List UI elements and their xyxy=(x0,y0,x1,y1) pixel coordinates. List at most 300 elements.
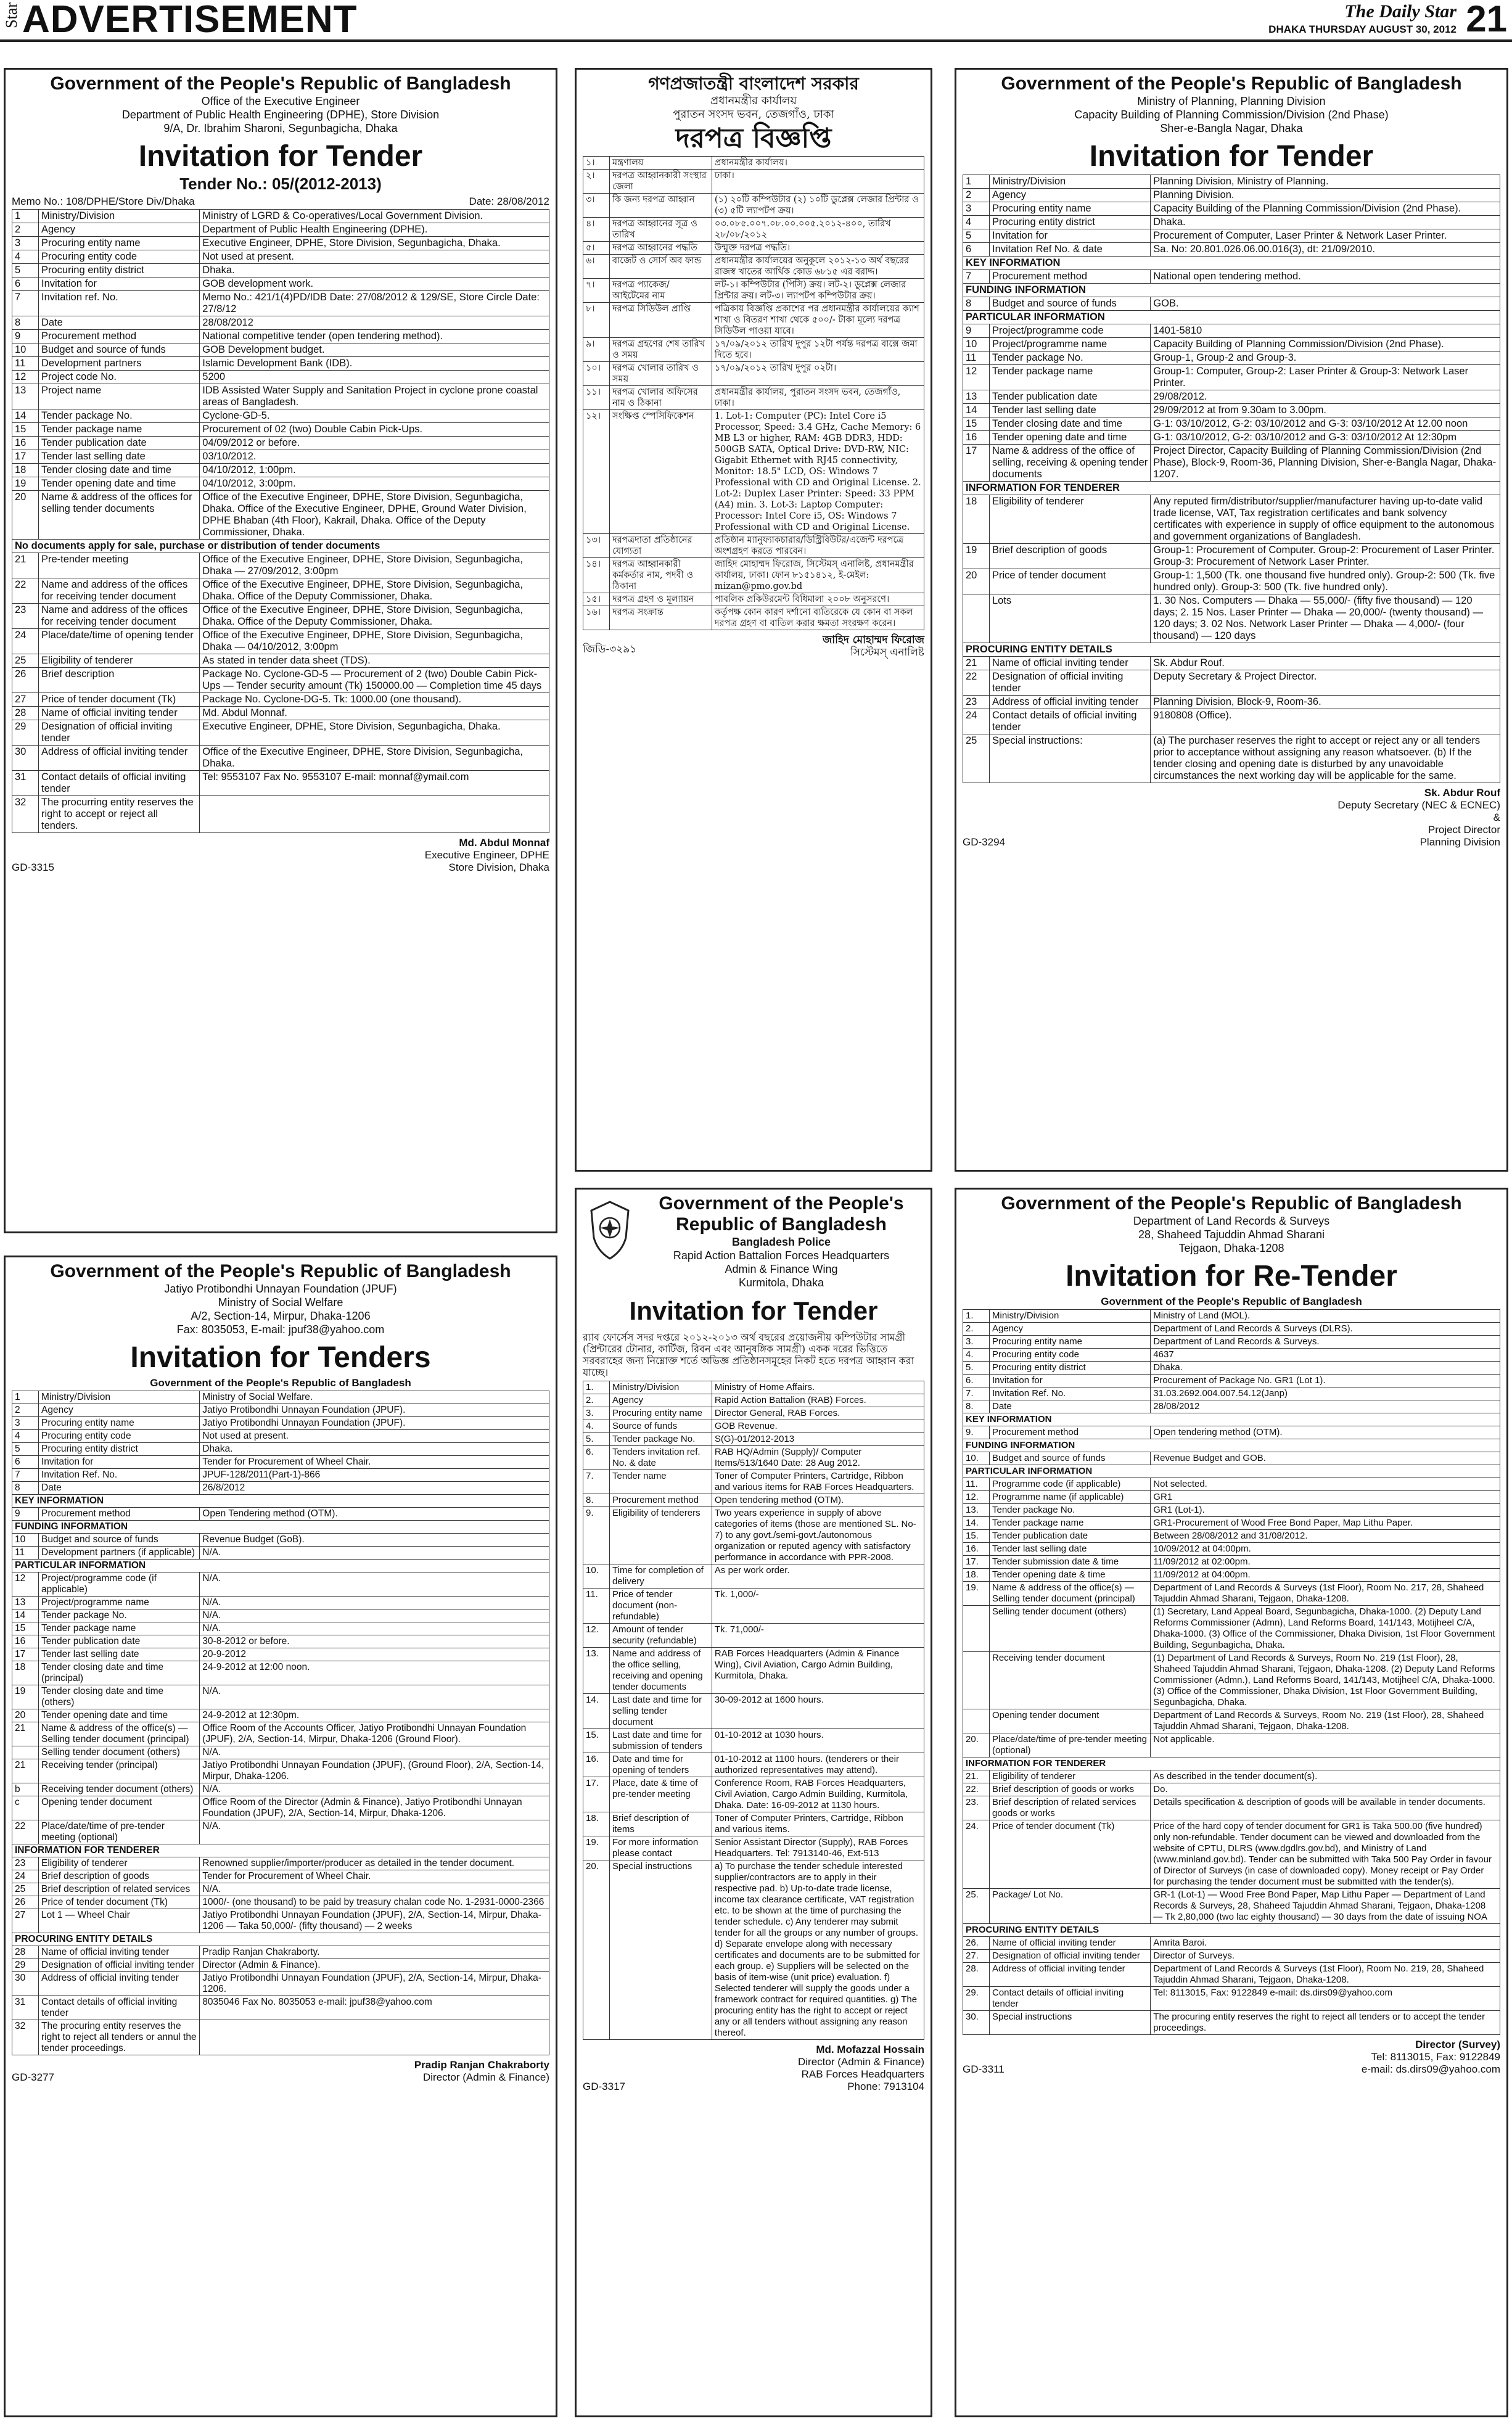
row-label: দরপত্র প্যাকেজ/ আইটেমের নাম xyxy=(610,279,712,303)
office-line: Ministry of Planning, Planning Division xyxy=(1137,95,1326,107)
row-label: Last date and time for selling tender document xyxy=(610,1694,712,1729)
table-row xyxy=(583,386,924,410)
row-label: Procuring entity name xyxy=(39,1417,200,1430)
tender-ad-jpuf xyxy=(4,1256,557,2417)
table-row xyxy=(12,654,549,668)
row-number: 24. xyxy=(963,1820,990,1889)
row-number: ৮। xyxy=(583,303,610,338)
table-row xyxy=(963,1336,1500,1349)
row-value: Jatiyo Protibondhi Unnayan Foundation (JPUF). xyxy=(200,1404,549,1417)
row-label: Designation of official inviting tender xyxy=(39,720,200,746)
table-row xyxy=(12,604,549,629)
table-row xyxy=(12,491,549,540)
row-number: 3 xyxy=(12,1417,39,1430)
row-number: 24 xyxy=(963,709,990,734)
section-heading: PARTICULAR INFORMATION xyxy=(963,311,1500,324)
office-line: Bangladesh Police xyxy=(731,1236,831,1248)
row-label: Procuring entity district xyxy=(39,264,200,277)
signatory-line: Store Division, Dhaka xyxy=(448,861,549,873)
row-label: Lot 1 — Wheel Chair xyxy=(39,1909,200,1933)
row-label: Place, date & time of pre-tender meeting xyxy=(610,1777,712,1812)
row-number: 14 xyxy=(12,1609,39,1622)
row-number: 13. xyxy=(583,1648,610,1694)
table-row xyxy=(963,390,1500,404)
row-number: 11 xyxy=(12,1547,39,1560)
row-number: 9 xyxy=(12,330,39,343)
section-heading: FUNDING INFORMATION xyxy=(963,284,1500,297)
table-row xyxy=(12,668,549,693)
table-row xyxy=(12,384,549,409)
office-line: Ministry of Social Welfare xyxy=(218,1296,343,1309)
row-number: 18 xyxy=(12,464,39,477)
row-number: 15 xyxy=(12,423,39,437)
row-number: 27. xyxy=(963,1950,990,1963)
row-value: Not selected. xyxy=(1151,1478,1500,1491)
table-row xyxy=(12,1661,549,1685)
row-number: 19 xyxy=(12,477,39,491)
row-label: Name & address of the office of selling, receiving & opening tender documents xyxy=(990,445,1151,482)
table-row xyxy=(583,1507,924,1564)
row-number: c xyxy=(12,1796,39,1820)
row-value: 1000/- (one thousand) to be paid by treasury chalan code No. 1-2931-0000-2366 xyxy=(200,1896,549,1909)
row-number: 31 xyxy=(12,1996,39,2020)
row-label: Tender closing date and time xyxy=(39,464,200,477)
row-value: Any reputed firm/distributor/supplier/manufacturer having up-to-date valid trade license, VAT, Tax registration certificates and bank solvency certificates with experience in supply of office equipment to the autonomous and government organizations of Bangladesh. xyxy=(1151,495,1500,544)
table-row xyxy=(12,1759,549,1783)
table-row xyxy=(583,279,924,303)
table-row xyxy=(583,170,924,194)
row-number: 12 xyxy=(963,365,990,390)
table-row xyxy=(963,1733,1500,1757)
row-number: 21 xyxy=(12,1722,39,1746)
row-value: GR-1 (Lot-1) — Wood Free Bond Paper, Map Lithu Paper — Department of Land Records & Surveys, 28, Shaheed Tajuddin Ahmad Sharani, Tejgaon, Dhaka-1208 — Tk 2,80,000 (two lac eighty thousand) — 30 days from the date of issuing NOA xyxy=(1151,1889,1500,1924)
row-label: Invitation ref. No. xyxy=(39,291,200,316)
table-row xyxy=(583,1564,924,1589)
table-row xyxy=(12,1417,549,1430)
table-row xyxy=(12,223,549,237)
table-row xyxy=(12,210,549,223)
table-row xyxy=(12,553,549,578)
ad-title: দরপত্র বিজ্ঞপ্তি xyxy=(675,123,832,154)
row-label: Tender publication date xyxy=(39,1635,200,1648)
table-row xyxy=(583,1860,924,2040)
row-number: 28 xyxy=(12,1946,39,1959)
row-label: Procurement method xyxy=(39,1508,200,1521)
table-row xyxy=(12,357,549,371)
table-row xyxy=(12,1456,549,1469)
row-number: 28. xyxy=(963,1963,990,1987)
row-label: Tender last selling date xyxy=(990,1543,1151,1556)
row-number: 10. xyxy=(583,1564,610,1589)
table-row xyxy=(963,297,1500,311)
ad-subtitle: Government of the People's Republic of Bangladesh xyxy=(1101,1296,1362,1307)
table-row xyxy=(963,1491,1500,1504)
row-value: Group-1: Computer, Group-2: Laser Printer & Group-3: Network Laser Printer. xyxy=(1151,365,1500,390)
row-number: 24 xyxy=(12,629,39,654)
table-row xyxy=(12,1796,549,1820)
issuing-government: Government of the People's Republic of Bangladesh xyxy=(1001,1193,1462,1214)
row-label: For more information please contact xyxy=(610,1836,712,1860)
row-label: Contact details of official inviting tender xyxy=(39,1996,200,2020)
ad-intro: র‌্যাব ফোর্সেস সদর দপ্তরে ২০১২-২০১৩ অর্থ বছরের প্রয়োজনীয় কম্পিউটার সামগ্রী (প্রিন্টারের টোনার, কার্টিজ, রিবন এবং আনুষঙ্গিক সামগ্রী) একক দরের ভিত্তিতে সরবরাহের জন্য নিম্নোক্ত শর্তে অভিজ্ঞ প্রতিষ্ঠানসমূহের নিকট হতে দরপত্র আহ্বান করা যাচ্ছে। xyxy=(583,1331,914,1378)
table-row xyxy=(583,1446,924,1470)
table-row xyxy=(583,606,924,630)
row-value: N/A. xyxy=(200,1547,549,1560)
table-row xyxy=(963,431,1500,445)
row-value: কর্তৃপক্ষ কোন কারণ দর্শানো ব্যতিরেকে যে কোন বা সকল দরপত্র গ্রহণ বা বাতিল করার ক্ষমতা সংরক্ষণ করেন। xyxy=(712,606,924,630)
row-value: National competitive tender (open tendering method). xyxy=(200,330,549,343)
office-line: A/2, Section-14, Mirpur, Dhaka-1206 xyxy=(191,1310,371,1322)
row-label: Last date and time for submission of tenders xyxy=(610,1729,712,1753)
table-row xyxy=(12,1946,549,1959)
table-row xyxy=(12,237,549,250)
table-row xyxy=(12,371,549,384)
row-label: Price of tender document (Tk) xyxy=(39,1896,200,1909)
table-row xyxy=(583,255,924,279)
table-row xyxy=(12,343,549,357)
row-label: Contact details of official inviting tender xyxy=(990,709,1151,734)
table-row xyxy=(12,1820,549,1844)
table-row xyxy=(12,1609,549,1622)
table-row xyxy=(12,1597,549,1609)
table-row xyxy=(12,330,549,343)
row-label: Name of official inviting tender xyxy=(39,1946,200,1959)
row-label: Contact details of official inviting tender xyxy=(990,1987,1151,2011)
table-row xyxy=(12,1857,549,1870)
table-row xyxy=(12,1430,549,1443)
row-value: Capacity Building of the Planning Commission/Division (2nd Phase). xyxy=(1151,202,1500,216)
row-value: GR1-Procurement of Wood Free Bond Paper, Map Lithu Paper. xyxy=(1151,1517,1500,1530)
table-row xyxy=(963,1478,1500,1491)
table-row xyxy=(12,771,549,796)
row-number: 6. xyxy=(583,1446,610,1470)
row-value: (1) Department of Land Records & Surveys, Room No. 219 (1st Floor), 28, Shaheed Tajuddin Ahmad Sharani, Tejgaon, Dhaka-1208. (2) Deputy Land Reforms Commissioner (Admn.), Land Reforms Board, 141/143, Motijheel C/A, Dhaka-1000. (3) Office of the Commissioner, Dhaka Division, 1st Floor Government Building, Segunbagicha, Dhaka. xyxy=(1151,1652,1500,1709)
row-number: ১০। xyxy=(583,362,610,386)
row-value: Executive Engineer, DPHE, Store Division, Segunbagicha, Dhaka. xyxy=(200,237,549,250)
table-row xyxy=(12,1572,549,1597)
row-number: 10 xyxy=(963,338,990,351)
row-number: 19. xyxy=(583,1836,610,1860)
row-label: Invitation for xyxy=(39,1456,200,1469)
ad-footer xyxy=(12,2059,549,2084)
row-value: As stated in tender data sheet (TDS). xyxy=(200,654,549,668)
row-value: 1. 30 Nos. Computers — Dhaka — 55,000/- (fifty five thousand) — 120 days; 2. 15 Nos. Laser Printer — Dhaka — 20,000/- (twenty thousand) — 120 days; 3. 02 Nos. Network Laser Printer — Dhaka — 4,000/- (four thousand) — 120 days xyxy=(1151,594,1500,643)
row-value: Group-1, Group-2 and Group-3. xyxy=(1151,351,1500,365)
row-number: 25 xyxy=(963,734,990,783)
tender-details-table xyxy=(963,1309,1500,2035)
table-row xyxy=(583,303,924,338)
row-label: Development partners (if applicable) xyxy=(39,1547,200,1560)
row-number: 15. xyxy=(583,1729,610,1753)
row-value: 04/10/2012, 1:00pm. xyxy=(200,464,549,477)
section-heading: INFORMATION FOR TENDERER xyxy=(963,1757,1500,1770)
table-row xyxy=(963,1569,1500,1582)
table-row xyxy=(963,351,1500,365)
row-number: 30. xyxy=(963,2011,990,2035)
row-value: As per work order. xyxy=(712,1564,924,1589)
row-label: Tender package No. xyxy=(610,1433,712,1446)
row-value: 24-9-2012 at 12:30pm. xyxy=(200,1709,549,1722)
row-number: ৬। xyxy=(583,255,610,279)
row-value: Department of Land Records & Surveys, Room No. 219 (1st Floor), 28, Shaheed Tajuddin Ahmad Sharani, Tejgaon, Dhaka-1208. xyxy=(1151,1709,1500,1733)
row-label: Brief description of related services xyxy=(39,1883,200,1896)
row-number: 4 xyxy=(963,216,990,229)
table-row xyxy=(12,1495,549,1508)
row-value: The procuring entity reserves the right to reject all tenders or to accept the tender proceedings. xyxy=(1151,2011,1500,2035)
row-number: 10 xyxy=(12,1534,39,1547)
row-label: Price of tender document (Tk) xyxy=(990,1820,1151,1889)
row-number: 6 xyxy=(12,1456,39,1469)
table-row xyxy=(12,1844,549,1857)
table-row xyxy=(963,594,1500,643)
table-row xyxy=(583,1433,924,1446)
row-label: Date and time for opening of tenders xyxy=(610,1753,712,1777)
signatory-name: Md. Abdul Monnaf xyxy=(459,837,549,849)
office-line: Admin & Finance Wing xyxy=(725,1263,838,1275)
row-value: GOB development work. xyxy=(200,277,549,291)
table-row xyxy=(963,311,1500,324)
row-value: ০৩.০৮৫.০০৭.০৮.০০.০০৫.২০১২-৪০০, তারিখ ২৮/০৮/২০১২ xyxy=(712,218,924,242)
row-label: Price of tender document (Tk) xyxy=(39,693,200,707)
table-row xyxy=(963,270,1500,284)
row-value: Not used at present. xyxy=(200,250,549,264)
row-label: Amount of tender security (refundable) xyxy=(610,1624,712,1648)
row-number: 19 xyxy=(963,544,990,569)
row-value: RAB Forces Headquarters (Admin & Finance Wing), Civil Aviation, Cargo Admin Building, Kurmitola, Dhaka. xyxy=(712,1648,924,1694)
section-heading: KEY INFORMATION xyxy=(12,1495,549,1508)
table-row xyxy=(963,229,1500,243)
section-heading: PROCURING ENTITY DETAILS xyxy=(12,1933,549,1946)
table-row xyxy=(583,1836,924,1860)
row-number: 27 xyxy=(12,1909,39,1933)
table-row xyxy=(963,1426,1500,1439)
signatory-line: Planning Division xyxy=(1420,836,1500,848)
table-row xyxy=(963,365,1500,390)
row-number: 22 xyxy=(12,1820,39,1844)
table-row xyxy=(12,1622,549,1635)
row-number: 16. xyxy=(583,1753,610,1777)
table-row xyxy=(12,423,549,437)
row-label: Procuring entity code xyxy=(39,250,200,264)
row-value: Cyclone-GD-5. xyxy=(200,409,549,423)
table-row xyxy=(963,1517,1500,1530)
row-value: Ministry of LGRD & Co-operatives/Local Government Division. xyxy=(200,210,549,223)
row-value: Planning Division, Block-9, Room-36. xyxy=(1151,696,1500,709)
row-number: b xyxy=(12,1783,39,1796)
table-row xyxy=(12,1883,549,1896)
section-heading: PROCURING ENTITY DETAILS xyxy=(963,1924,1500,1937)
row-number: 3 xyxy=(963,202,990,216)
row-label: Address of official inviting tender xyxy=(990,1963,1151,1987)
table-row xyxy=(12,1909,549,1933)
row-value: Memo No.: 421/1(4)PD/IDB Date: 27/08/2012 & 129/SE, Store Circle Date: 27/8/12 xyxy=(200,291,549,316)
issuing-government: Government of the People's Republic of Bangladesh xyxy=(50,73,511,94)
row-label: Designation of official inviting tender xyxy=(39,1959,200,1972)
ad-title: Invitation for Tenders xyxy=(130,1341,431,1374)
signature-block xyxy=(414,2059,549,2084)
ad-header xyxy=(963,1193,1500,1294)
table-row xyxy=(583,1470,924,1494)
office-line: Rapid Action Battalion Forces Headquarters xyxy=(673,1249,890,1262)
table-row xyxy=(12,629,549,654)
table-row xyxy=(963,445,1500,482)
tender-details-table xyxy=(583,156,924,630)
tender-details-table xyxy=(12,209,549,833)
row-label: Invitation for xyxy=(990,1375,1151,1387)
signature-block xyxy=(823,634,924,659)
row-label: Procuring entity code xyxy=(39,1430,200,1443)
row-value: 29/09/2012 at from 9.30am to 3.00pm. xyxy=(1151,404,1500,417)
table-row xyxy=(963,1796,1500,1820)
row-label: Eligibility of tenderer xyxy=(39,1857,200,1870)
row-number: 5. xyxy=(583,1433,610,1446)
row-value: (১) ২০টি কম্পিউটার (২) ১০টি ডুপ্লেক্স লেজার প্রিন্টার ও (৩) ৫টি ল্যাপটপ ক্রয়। xyxy=(712,194,924,218)
table-row xyxy=(583,1394,924,1407)
row-value: Sa. No: 20.801.026.06.00.016(3), dt: 21/09/2010. xyxy=(1151,243,1500,257)
row-number: 23 xyxy=(12,1857,39,1870)
row-number: 22. xyxy=(963,1783,990,1796)
tender-ad-pmo-bangla xyxy=(575,68,932,1172)
table-row xyxy=(963,1606,1500,1652)
office-line: Department of Land Records & Surveys xyxy=(1133,1215,1330,1227)
row-value: উন্মুক্ত দরপত্র পদ্ধতি। xyxy=(712,242,924,255)
row-value: 10/09/2012 at 04:00pm. xyxy=(1151,1543,1500,1556)
row-number: 15 xyxy=(963,417,990,431)
table-row xyxy=(963,1582,1500,1606)
row-label: Name & address of the office(s) — Selling tender document (principal) xyxy=(39,1722,200,1746)
table-row xyxy=(963,1709,1500,1733)
row-value: Not used at present. xyxy=(200,1430,549,1443)
row-value: Deputy Secretary & Project Director. xyxy=(1151,670,1500,696)
row-label: Procuring entity name xyxy=(990,1336,1151,1349)
row-number: 21 xyxy=(12,553,39,578)
row-label: Receiving tender document (others) xyxy=(39,1783,200,1796)
row-label: Price of tender document (non-refundable) xyxy=(610,1589,712,1624)
row-number: 3. xyxy=(583,1407,610,1420)
row-number: 15. xyxy=(963,1530,990,1543)
row-value: Amrita Baroi. xyxy=(1151,1937,1500,1950)
table-row xyxy=(963,657,1500,670)
row-value: Office of the Executive Engineer, DPHE, Store Division, Segunbagicha, Dhaka — 27/09/2012, 3:00pm xyxy=(200,553,549,578)
table-row xyxy=(963,734,1500,783)
row-number: 10 xyxy=(12,343,39,357)
row-value: Package No. Cyclone-GD-5 — Procurement of 2 (two) Double Cabin Pick-Ups — Tender security amount (Tk) 150000.00 — Completion time 45 days xyxy=(200,668,549,693)
table-row xyxy=(963,243,1500,257)
table-row xyxy=(12,1469,549,1482)
tender-ad-rab xyxy=(575,1188,932,2417)
row-value: GR1 xyxy=(1151,1491,1500,1504)
office-line: Kurmitola, Dhaka xyxy=(738,1276,824,1289)
tender-ad-dphe xyxy=(4,68,557,1233)
row-label: Tender publication date xyxy=(990,1530,1151,1543)
row-number: 30 xyxy=(12,1972,39,1996)
row-value: প্রধানমন্ত্রীর কার্যালয়ের অনুকূলে ২০১২-১৩ অর্থ বছরের রাজস্ব খাতের আর্থিক কোড ৬৮১৫ এর বরাদ্দ। xyxy=(712,255,924,279)
row-value: Dhaka. xyxy=(1151,1362,1500,1375)
table-row xyxy=(963,696,1500,709)
row-value: Office Room of the Director (Admin & Finance), Jatiyo Protibondhi Unnayan Foundation (JPUF), 2/A, Section-14, Mirpur, Dhaka-1206. xyxy=(200,1796,549,1820)
row-label: Procuring entity name xyxy=(990,202,1151,216)
ad-title: Invitation for Tender xyxy=(1089,140,1374,173)
row-label: Invitation Ref. No. xyxy=(990,1387,1151,1400)
table-row xyxy=(12,464,549,477)
row-label: Brief description xyxy=(39,668,200,693)
table-row xyxy=(963,643,1500,657)
row-value: Project Director, Capacity Building of Planning Commission/Division (2nd Phase), Block-9, Room-36, Planning Division, Sher-e-Bangla Nagar, Dhaka-1207. xyxy=(1151,445,1500,482)
row-number: 11. xyxy=(583,1589,610,1624)
row-label: Place/date/time of pre-tender meeting (optional) xyxy=(39,1820,200,1844)
row-value: Toner of Computer Printers, Cartridge, Ribbon and various items. xyxy=(712,1812,924,1836)
row-label: মন্ত্রণালয় xyxy=(610,157,712,170)
table-row xyxy=(12,1709,549,1722)
row-number: 11. xyxy=(963,1478,990,1491)
row-value: 01-10-2012 at 1100 hours. (tenderers or their authorized representatives may attend). xyxy=(712,1753,924,1777)
ad-code: GD-3315 xyxy=(12,861,54,873)
section-heading: FUNDING INFORMATION xyxy=(963,1439,1500,1452)
row-label: দরপত্রদাতা প্রতিষ্ঠানের যোগ্যতা xyxy=(610,534,712,558)
ad-footer xyxy=(963,787,1500,849)
table-row xyxy=(963,1950,1500,1963)
row-value: Price of the hard copy of tender document for GR1 is Taka 500.00 (five hundred) only non-refundable. Tender document can be viewed and downloaded from the website of CPTU, DLRS (www.dgdlrs.gov.bd), and Ministry of Land (www.minland.gov.bd). Tender can be submitted with Taka 500 Pay Order in favour of Director of Surveys (in case of downloaded copy). Money receipt or Pay Order for purchasing the tender document must be submitted with the tender(s). xyxy=(1151,1820,1500,1889)
row-label: Budget and source of funds xyxy=(990,297,1151,311)
row-number: 8 xyxy=(963,297,990,311)
table-row xyxy=(583,1420,924,1433)
row-value: 11/09/2012 at 02:00pm. xyxy=(1151,1556,1500,1569)
row-value: 4637 xyxy=(1151,1349,1500,1362)
row-number: 9 xyxy=(963,324,990,338)
row-value: ১৭/০৯/২০১২ তারিখ দুপুর ১২টা পর্যন্ত দরপত্র বাক্সে জমা দিতে হবে। xyxy=(712,338,924,362)
office-line: Fax: 8035053, E-mail: jpuf38@yahoo.com xyxy=(176,1323,385,1336)
newspaper-name: The Daily Star xyxy=(1344,1,1457,22)
row-value: Group-1: Procurement of Computer. Group-2: Procurement of Laser Printer. Group-3: Procurement of Network Laser Printer. xyxy=(1151,544,1500,569)
row-label: বাজেট ও সোর্স অব ফান্ড xyxy=(610,255,712,279)
row-value: 24-9-2012 at 12:00 noon. xyxy=(200,1661,549,1685)
table-row xyxy=(12,437,549,450)
row-value: GOB Development budget. xyxy=(200,343,549,357)
row-value: 20-9-2012 xyxy=(200,1648,549,1661)
table-row xyxy=(583,1694,924,1729)
ad-footer xyxy=(583,2044,924,2093)
row-label: Time for completion of delivery xyxy=(610,1564,712,1589)
table-row xyxy=(12,1896,549,1909)
section-heading: INFORMATION FOR TENDERER xyxy=(12,1844,549,1857)
row-label: The procurring entity reserves the right to accept or reject all tenders. xyxy=(39,796,200,833)
row-number: 20. xyxy=(963,1733,990,1757)
row-number: 16. xyxy=(963,1543,990,1556)
row-value: N/A. xyxy=(200,1746,549,1759)
office-line: Department of Public Health Engineering (DPHE), Store Division xyxy=(121,109,440,121)
row-label: Special instructions xyxy=(990,2011,1151,2035)
row-label: Date xyxy=(39,1482,200,1495)
row-label: Receiving tender document xyxy=(990,1652,1151,1709)
row-value: Director of Surveys. xyxy=(1151,1950,1500,1963)
table-row xyxy=(963,1530,1500,1543)
row-number: ৯। xyxy=(583,338,610,362)
signatory-line: Executive Engineer, DPHE xyxy=(424,849,549,861)
table-row xyxy=(963,1387,1500,1400)
signatory-name: Md. Mofazzal Hossain xyxy=(816,2044,924,2055)
row-value: Department of Land Records & Surveys (1st Floor), Room No. 217, 28, Shaheed Tajuddin Ahmad Sharani, Tejgaon, Dhaka-1208. xyxy=(1151,1582,1500,1606)
row-number: ১৬। xyxy=(583,606,610,630)
row-number: 20 xyxy=(963,569,990,594)
table-row xyxy=(963,1937,1500,1950)
row-value: Group-1: 1,500 (Tk. one thousand five hundred only). Group-2: 500 (Tk. five hundred only). Group-3: 500 (Tk. five hundred only). xyxy=(1151,569,1500,594)
table-row xyxy=(12,2020,549,2055)
table-row xyxy=(583,1624,924,1648)
row-number: 5. xyxy=(963,1362,990,1375)
table-row xyxy=(963,495,1500,544)
row-label: Project/programme name xyxy=(990,338,1151,351)
row-label: Designation of official inviting tender xyxy=(990,1950,1151,1963)
